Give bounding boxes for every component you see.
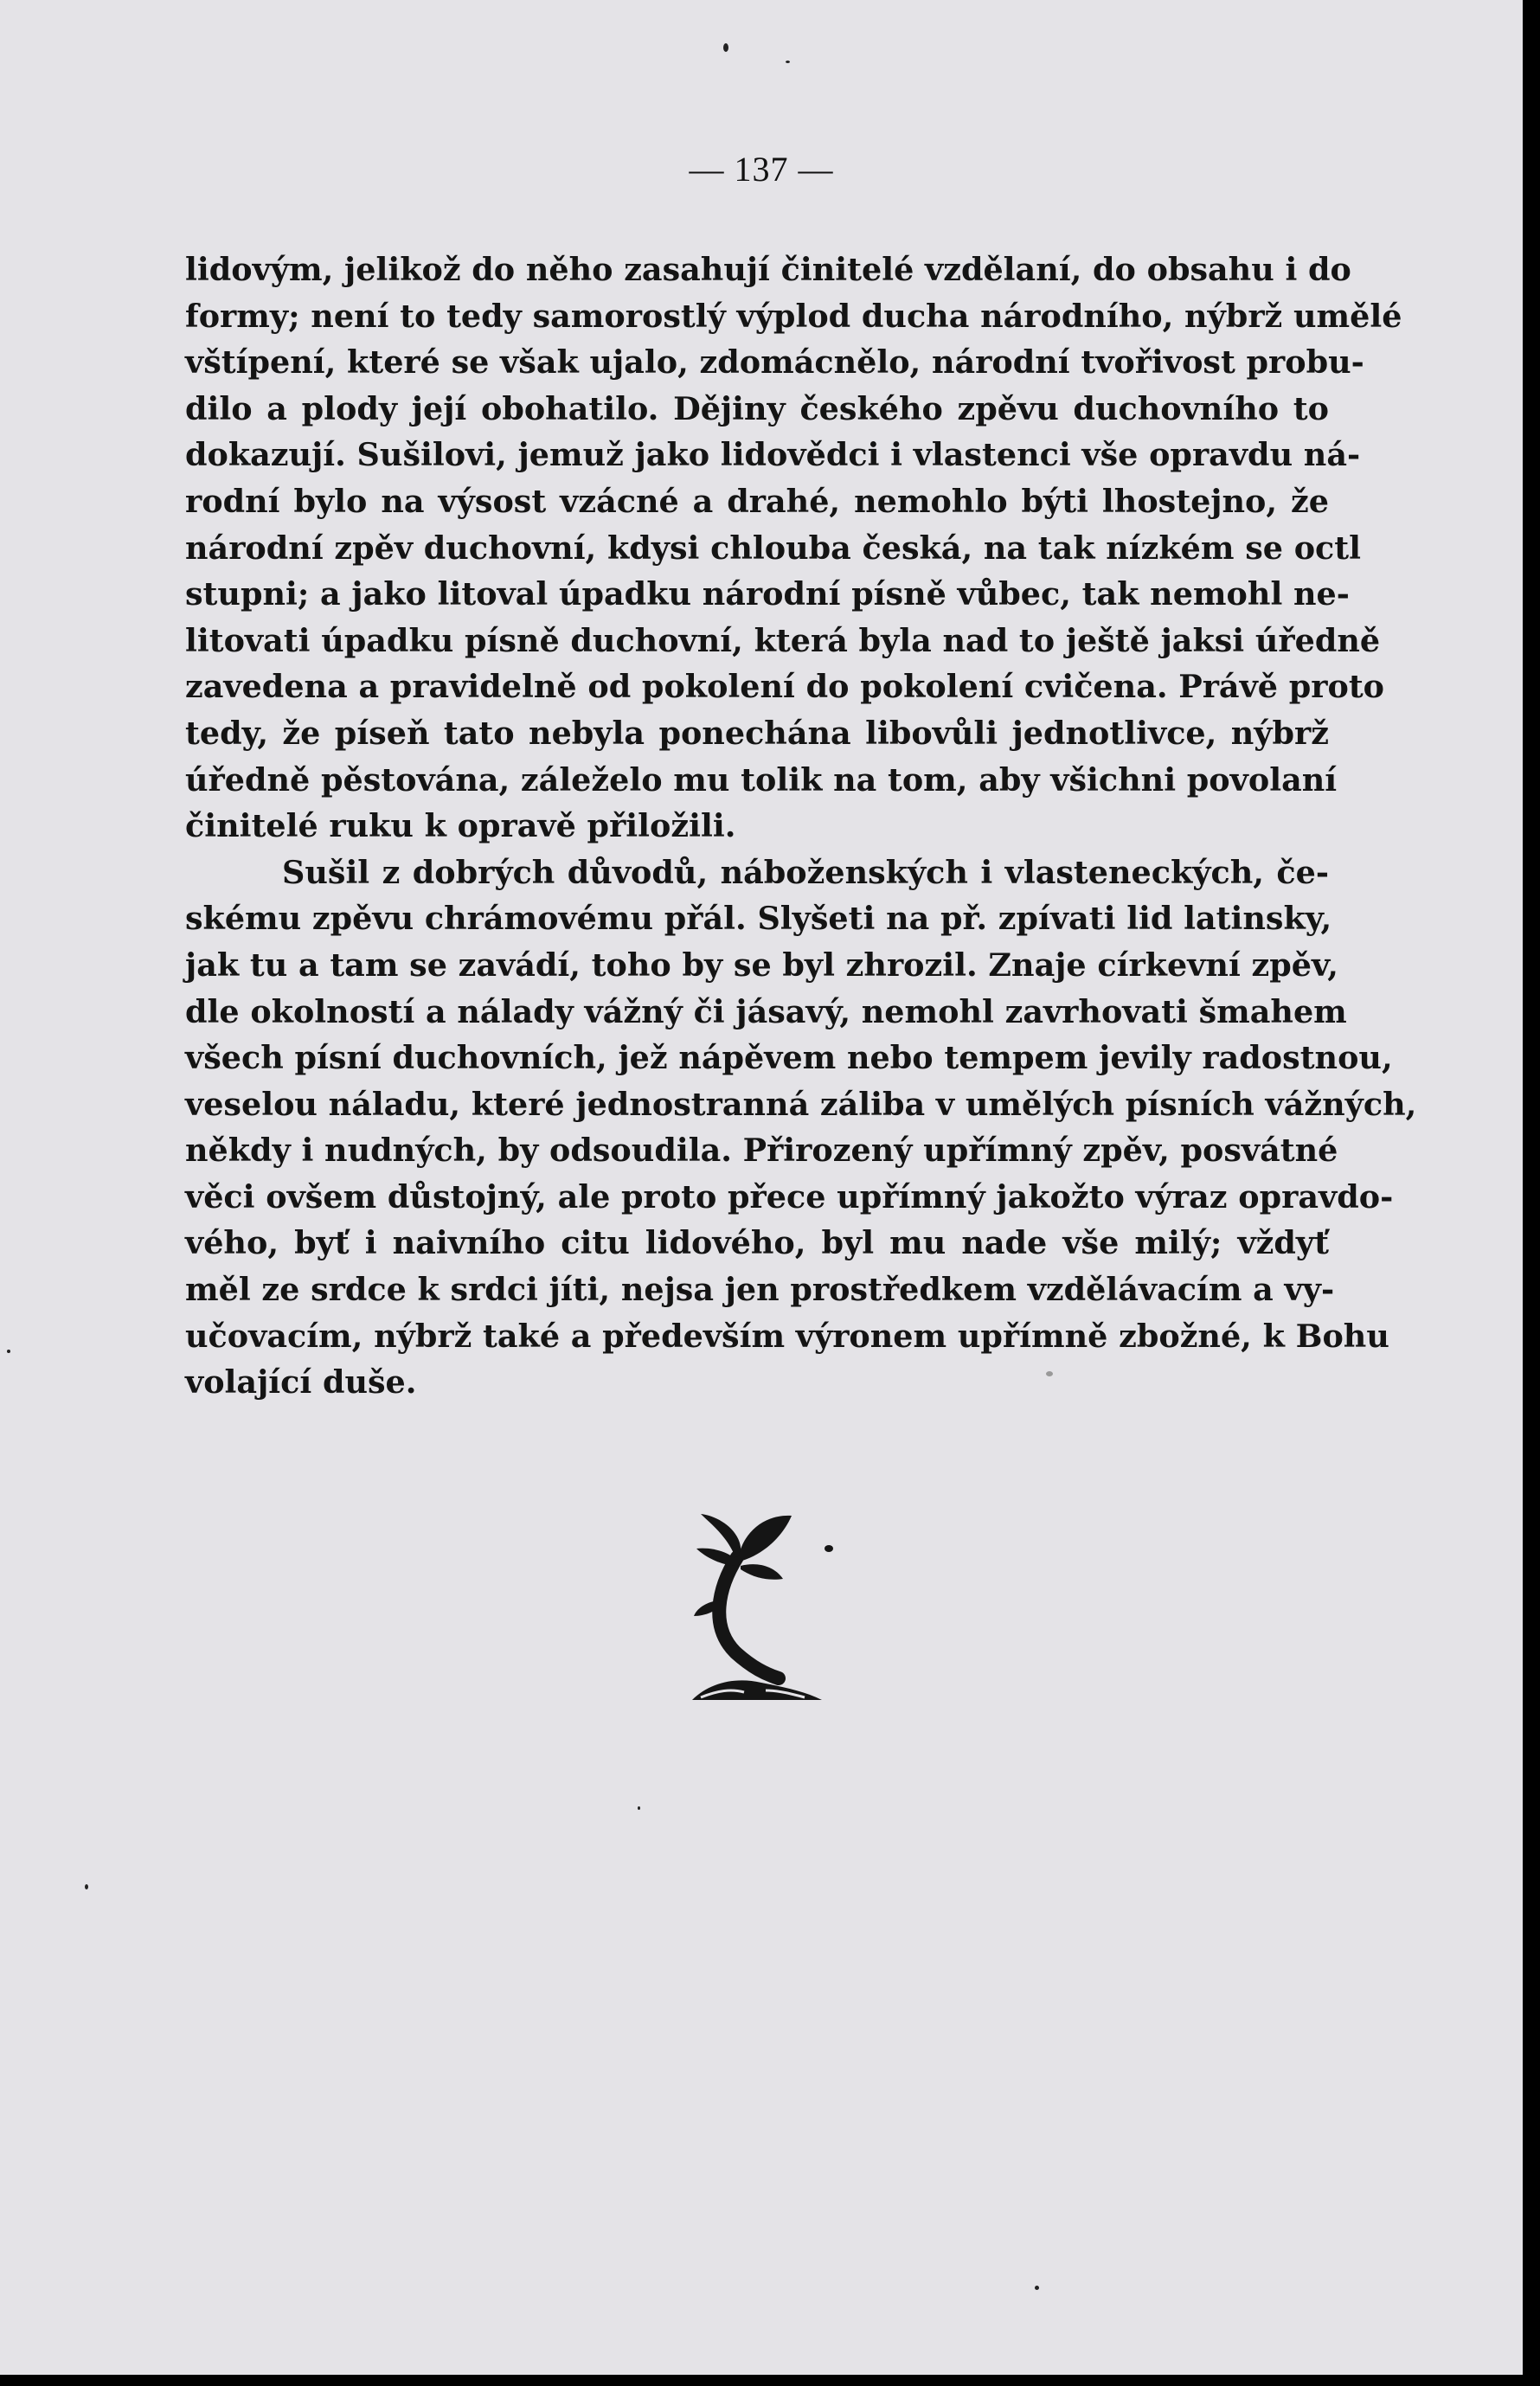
text-line: lidovým, jelikož do něho zasahují činitelé vzdělaní, do obsahu i do <box>185 251 1351 288</box>
text-line: někdy i nudných, by odsoudila. Přirozený upřímný zpěv, posvátné <box>185 1132 1338 1170</box>
text-line: skému zpěvu chrámovému přál. Slyšeti na př. zpívati lid latinsky, <box>185 900 1332 938</box>
page-number: — 137 — <box>689 150 834 189</box>
text-line: rodní bylo na výsost vzácné a drahé, nemohlo býti lhostejno, že <box>185 482 1329 520</box>
scan-border-right <box>1523 0 1540 2386</box>
text-line: Sušil z dobrých důvodů, náboženských i vlasteneckých, če- <box>282 853 1329 891</box>
text-line: národní zpěv duchovní, kdysi chlouba česká, na tak nízkém se octl <box>185 529 1362 567</box>
text-line: zavedena a pravidelně od pokolení do pokolení cvičena. Právě proto <box>185 668 1385 706</box>
text-line: všech písní duchovních, jež nápěvem nebo tempem jevily radostnou, <box>185 1039 1393 1077</box>
scan-speck <box>1035 2286 1039 2290</box>
text-line: dilo a plody její obohatilo. Dějiny českého zpěvu duchovního to <box>185 389 1329 427</box>
text-line: úředně pěstována, záleželo mu tolik na tom, aby všichni povolaní <box>185 760 1338 799</box>
scan-speck <box>638 1806 640 1810</box>
text-line: volající duše. <box>185 1363 417 1401</box>
scan-speck <box>786 61 790 63</box>
text-line: formy; není to tedy samorostlý výplod ducha národního, nýbrž umělé <box>185 297 1402 335</box>
scan-speck <box>85 1884 88 1889</box>
scan-speck <box>1046 1371 1053 1376</box>
text-line: dle okolností a nálady vážný či jásavý, nemohl zavrhovati šmahem <box>185 992 1347 1030</box>
text-line: učovacím, nýbrž také a především výronem upřímně zbožné, k Bohu <box>185 1317 1389 1355</box>
text-line: veselou náladu, které jednostranná záliba v umělých písních vážných, <box>185 1085 1417 1123</box>
body-text <box>185 247 1417 1406</box>
text-line: dokazují. Sušilovi, jemuž jako lidovědci i vlastenci vše opravdu ná- <box>185 436 1361 474</box>
text-line: tedy, že píseň tato nebyla ponechána libovůli jednotlivce, nýbrž <box>185 714 1329 752</box>
plant-vignette-icon <box>683 1505 839 1704</box>
scan-speck <box>723 43 728 52</box>
text-line: věci ovšem důstojný, ale proto přece upřímný jakožto výraz opravdo- <box>185 1177 1394 1215</box>
scan-speck <box>7 1350 10 1353</box>
text-line: vého, byť i naivního citu lidového, byl mu nade vše milý; vždyť <box>185 1224 1329 1262</box>
text-line: činitelé ruku k opravě přiložili. <box>185 807 736 845</box>
text-line: stupni; a jako litoval úpadku národní písně vůbec, tak nemohl ne- <box>185 575 1350 613</box>
text-line: litovati úpadku písně duchovní, která byla nad to ještě jaksi úředně <box>185 621 1381 659</box>
text-line: jak tu a tam se zavádí, toho by se byl zhrozil. Znaje církevní zpěv, <box>185 946 1338 984</box>
text-line: měl ze srdce k srdci jíti, nejsa jen prostředkem vzdělávacím a vy- <box>185 1271 1335 1309</box>
scan-border-bottom <box>0 2375 1540 2386</box>
text-line: vštípení, které se však ujalo, zdomácnělo, národní tvořivost probu- <box>185 343 1364 382</box>
